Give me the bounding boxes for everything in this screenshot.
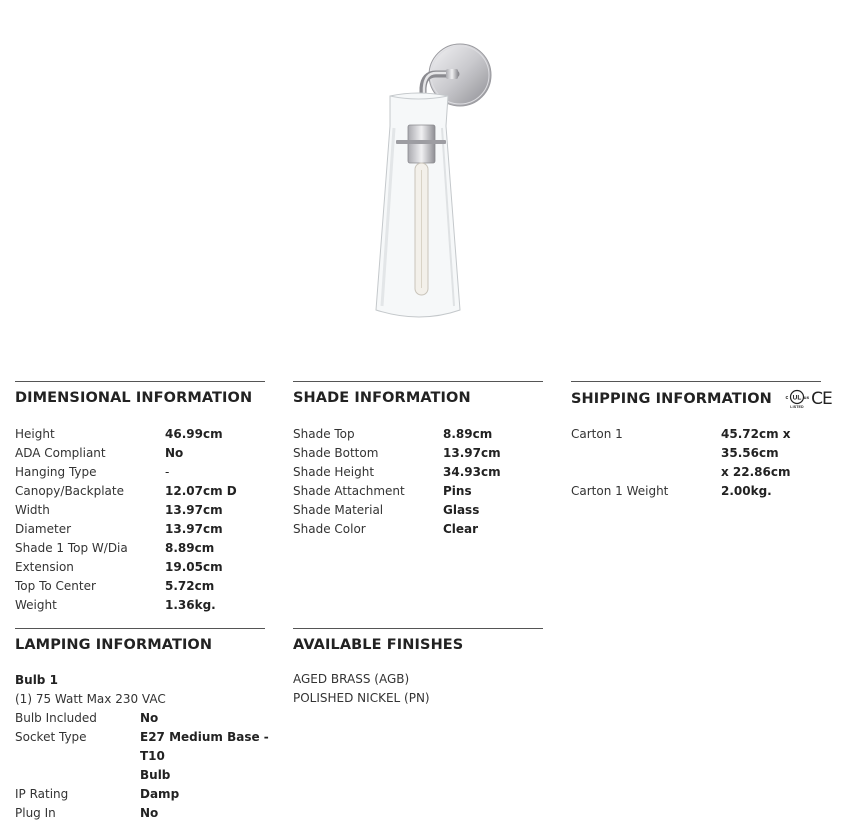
ul-c-text: c <box>785 395 789 401</box>
spec-label: Shade Height <box>293 465 375 479</box>
spec-label: Carton 1 <box>571 427 623 441</box>
spec-row-shade-height <box>293 463 543 482</box>
spec-value <box>140 728 295 785</box>
shipping-heading-text: SHIPPING INFORMATION <box>571 391 772 407</box>
shipping-section <box>571 381 841 501</box>
divider <box>15 381 265 382</box>
spec-row-width <box>15 501 265 520</box>
spec-row-carton-weight <box>571 482 841 501</box>
divider <box>15 628 265 629</box>
spec-value: No <box>140 711 159 725</box>
spec-row-hanging-type <box>15 463 265 482</box>
spec-value: 13.97cm <box>443 446 501 460</box>
spec-value: 1.36kg. <box>165 598 216 612</box>
spec-label: Weight <box>15 598 57 612</box>
spec-value: Damp <box>140 787 180 801</box>
spec-value: Clear <box>443 522 479 536</box>
spec-value: 46.99cm <box>165 427 223 441</box>
spec-row-carton <box>571 425 841 482</box>
spec-value: 19.05cm <box>165 560 223 574</box>
spec-row-top-to-center <box>15 577 265 596</box>
bulb-title: Bulb 1 <box>15 673 58 687</box>
spec-label: Height <box>15 427 55 441</box>
finishes-section <box>293 628 543 708</box>
divider <box>293 628 543 629</box>
spec-row-shade-top <box>293 425 543 444</box>
spec-row-shade-attachment <box>293 482 543 501</box>
spec-value: 13.97cm <box>165 503 223 517</box>
ul-listed-text: LISTED <box>790 405 804 409</box>
spec-label: Diameter <box>15 522 72 536</box>
spec-label: Shade 1 Top W/Dia <box>15 541 128 555</box>
spec-label: Canopy/Backplate <box>15 484 124 498</box>
spec-row-socket-type <box>15 728 295 785</box>
spec-value: 13.97cm <box>165 522 223 536</box>
section-heading: LAMPING INFORMATION <box>15 637 213 653</box>
spec-label: Bulb Included <box>15 711 97 725</box>
spec-label: ADA Compliant <box>15 446 106 460</box>
socket-line1: E27 Medium Base - T10 <box>140 730 269 763</box>
spec-label: IP Rating <box>15 787 69 801</box>
spec-value: 8.89cm <box>443 427 493 441</box>
ce-mark: CE <box>811 389 832 409</box>
dimensional-section <box>15 381 265 615</box>
lamping-section <box>15 628 295 823</box>
spec-row-shade-material <box>293 501 543 520</box>
spec-label: Hanging Type <box>15 465 97 479</box>
spec-label: Shade Material <box>293 503 384 517</box>
spec-row-shade-top <box>15 539 265 558</box>
section-heading <box>571 389 841 411</box>
divider <box>571 381 821 382</box>
product-image <box>360 30 500 330</box>
spec-row-plug-in <box>15 804 295 823</box>
spec-row-ada <box>15 444 265 463</box>
spec-row-diameter <box>15 520 265 539</box>
spec-row-shade-bottom <box>293 444 543 463</box>
spec-value: Glass <box>443 503 480 517</box>
spec-label: Top To Center <box>15 579 96 593</box>
spec-label: Plug In <box>15 806 56 820</box>
spec-row-bulb-included <box>15 709 295 728</box>
spec-row-ip-rating <box>15 785 295 804</box>
section-heading: DIMENSIONAL INFORMATION <box>15 390 253 406</box>
carton-dims-line2: x 22.86cm <box>721 465 791 479</box>
spec-value: Pins <box>443 484 472 498</box>
section-heading: AVAILABLE FINISHES <box>293 637 464 653</box>
ul-listed-icon <box>785 389 809 409</box>
spec-value <box>721 425 841 482</box>
spec-label: Carton 1 Weight <box>571 484 669 498</box>
ul-us-text: us <box>803 395 810 400</box>
socket-line2: Bulb <box>140 768 171 782</box>
spec-row-weight <box>15 596 265 615</box>
spec-value: 12.07cm D <box>165 484 237 498</box>
ul-mark-text: UL <box>792 394 802 402</box>
spec-label: Width <box>15 503 50 517</box>
spec-value: No <box>140 806 159 820</box>
shade-section <box>293 381 543 539</box>
spec-row-shade-color <box>293 520 543 539</box>
finish-item: AGED BRASS (AGB) <box>293 672 410 686</box>
spec-row-extension <box>15 558 265 577</box>
spec-label: Shade Color <box>293 522 366 536</box>
spec-label: Socket Type <box>15 730 87 744</box>
spec-value: 8.89cm <box>165 541 215 555</box>
spec-row-canopy <box>15 482 265 501</box>
spec-value: 5.72cm <box>165 579 215 593</box>
bulb-description: (1) 75 Watt Max 230 VAC <box>15 692 166 706</box>
carton-dims-line1: 45.72cm x 35.56cm <box>721 427 791 460</box>
spec-value: 2.00kg. <box>721 484 772 498</box>
spec-label: Shade Bottom <box>293 446 379 460</box>
spec-label: Shade Attachment <box>293 484 405 498</box>
finish-item: POLISHED NICKEL (PN) <box>293 691 430 705</box>
divider <box>293 381 543 382</box>
spec-value: 34.93cm <box>443 465 501 479</box>
spec-label: Extension <box>15 560 74 574</box>
spec-value: - <box>165 465 170 479</box>
certifications <box>785 389 832 409</box>
section-heading: SHADE INFORMATION <box>293 390 471 406</box>
spec-value: No <box>165 446 184 460</box>
spec-row-height <box>15 425 265 444</box>
spec-label: Shade Top <box>293 427 355 441</box>
